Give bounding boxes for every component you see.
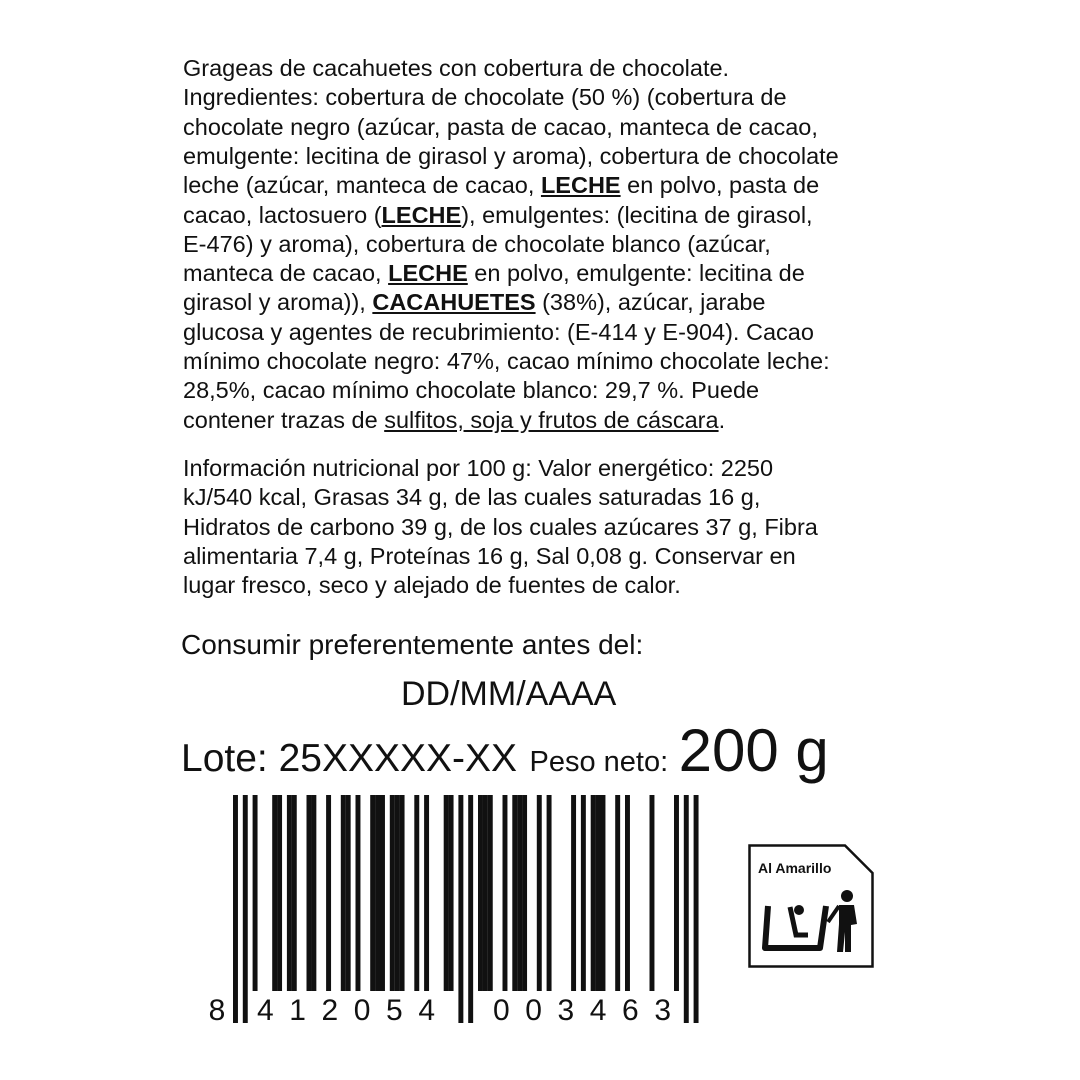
ingredients-line <box>183 142 839 171</box>
ingredients-line <box>183 259 805 288</box>
ingredients-line <box>183 230 771 259</box>
barcode-bar <box>601 795 606 991</box>
ingredient-text: cacao, lactosuero ( <box>183 201 382 228</box>
ingredient-text: mínimo chocolate negro: 47%, cacao mínimo chocolate leche: <box>183 348 830 374</box>
barcode-bar <box>326 795 331 991</box>
ingredients-line <box>183 318 814 347</box>
barcode-bar <box>503 795 508 991</box>
recycle-badge <box>748 844 874 968</box>
nutrition-line: Hidratos de carbono 39 g, de los cuales azúcares 37 g, Fibra <box>183 513 818 540</box>
barcode-bar <box>277 795 282 991</box>
barcode-bar <box>400 795 405 991</box>
barcode-bar <box>483 795 488 991</box>
ingredient-text: Ingredientes: cobertura de chocolate (50 %) (cobertura de <box>183 84 787 111</box>
barcode-bar <box>287 795 292 991</box>
barcode-bar <box>380 795 385 991</box>
barcode-bar <box>571 795 576 991</box>
ingredient-text: E-476) y aroma), cobertura de chocolate blanco (azúcar, <box>183 230 771 257</box>
barcode-bar <box>292 795 297 991</box>
barcode-bar <box>395 795 400 991</box>
nutrition-line: kJ/540 kcal, Grasas 34 g, de las cuales saturadas 16 g, <box>183 484 761 511</box>
barcode-bars <box>233 795 699 1023</box>
net-weight-value: 200 g <box>678 717 829 784</box>
allergen-text: LECHE <box>381 201 462 228</box>
barcode-bar <box>684 795 689 1023</box>
barcode-bar <box>346 795 351 991</box>
barcode-bar <box>581 795 586 991</box>
net-weight-label: Peso neto: <box>529 746 669 778</box>
allergen-text: CACAHUETES <box>372 289 536 316</box>
barcode-bar <box>311 795 316 991</box>
ingredient-text: girasol y aroma)), <box>183 289 373 316</box>
barcode-left-digits: 412054 <box>257 994 435 1025</box>
barcode-bar <box>272 795 277 991</box>
barcode-bar <box>625 795 630 991</box>
barcode-bar <box>522 795 527 991</box>
barcode-bar <box>694 795 699 1023</box>
barcode-right-digits: 003463 <box>493 994 671 1025</box>
barcode-bar <box>341 795 346 991</box>
ingredients-line <box>183 201 813 230</box>
barcode-first-digit: 8 <box>208 994 226 1025</box>
ingredient-text: . <box>718 406 726 433</box>
barcode-bar <box>591 795 596 991</box>
barcode-bar <box>517 795 522 991</box>
barcode-bar <box>596 795 601 991</box>
ingredient-text: 28,5%, cacao mínimo chocolate blanco: 29,7 %. Puede <box>183 377 760 404</box>
ingredients-line <box>183 113 818 142</box>
barcode-bar <box>370 795 375 991</box>
lot-number: Lote: 25XXXXX-XX <box>181 737 518 780</box>
ingredients-line <box>183 83 787 112</box>
barcode-bar <box>253 795 258 991</box>
ingredient-text: (38%), azúcar, jarabe <box>535 289 766 316</box>
ingredient-text: Grageas de cacahuetes con cobertura de chocolate. <box>183 55 730 81</box>
best-before-label: Consumir preferentemente antes del: <box>181 629 644 660</box>
barcode-bar <box>674 795 679 991</box>
barcode-bar <box>650 795 655 991</box>
ingredients-line <box>183 288 765 317</box>
barcode-bar <box>468 795 473 1023</box>
barcode <box>205 795 715 1025</box>
ingredient-text: contener trazas de <box>183 406 385 433</box>
ingredient-text: en polvo, emulgente: lecitina de <box>467 260 805 287</box>
nutrition-line: lugar fresco, seco y alejado de fuentes de calor. <box>183 572 681 599</box>
ingredients-line <box>183 376 759 405</box>
barcode-bar <box>424 795 429 991</box>
allergen-text: LECHE <box>388 260 468 287</box>
barcode-bar <box>512 795 517 991</box>
barcode-bar <box>233 795 238 1023</box>
barcode-bar <box>390 795 395 991</box>
ingredient-text: emulgente: lecitina de girasol y aroma), cobertura de chocolate <box>183 142 839 169</box>
barcode-bar <box>488 795 493 991</box>
ingredients-line <box>183 347 830 376</box>
barcode-bar <box>547 795 552 991</box>
recycle-badge-label: Al Amarillo <box>758 860 832 876</box>
trace-allergens: sulfitos, soja y frutos de cáscara <box>384 406 719 433</box>
ingredients-line <box>183 406 725 435</box>
ingredient-text: en polvo, pasta de <box>620 172 820 199</box>
ingredient-text: glucosa y agentes de recubrimiento: (E-414 y E-904). Cacao <box>183 318 814 345</box>
barcode-bar <box>458 795 463 1023</box>
barcode-bar <box>615 795 620 991</box>
barcode-bar <box>356 795 361 991</box>
barcode-bar <box>307 795 312 991</box>
nutrition-line: Información nutricional por 100 g: Valor energético: 2250 <box>183 455 774 481</box>
barcode-bar <box>375 795 380 991</box>
barcode-bar <box>414 795 419 991</box>
nutrition-line: alimentaria 7,4 g, Proteínas 16 g, Sal 0,08 g. Conservar en <box>183 542 796 569</box>
best-before-date: DD/MM/AAAA <box>401 675 617 713</box>
barcode-bar <box>243 795 248 1023</box>
lot-weight-row <box>181 716 829 784</box>
ingredients-line <box>183 54 729 83</box>
ingredient-text: ), emulgentes: (lecitina de girasol, <box>461 201 813 228</box>
ingredient-text: chocolate negro (azúcar, pasta de cacao, manteca de cacao, <box>183 113 818 140</box>
ingredient-text: manteca de cacao, <box>183 260 389 287</box>
ingredients-line <box>183 171 819 200</box>
barcode-bar <box>537 795 542 991</box>
allergen-text: LECHE <box>540 172 621 199</box>
barcode-bar <box>449 795 454 991</box>
barcode-bar <box>478 795 483 991</box>
barcode-bar <box>444 795 449 991</box>
ingredient-text: leche (azúcar, manteca de cacao, <box>183 172 541 199</box>
